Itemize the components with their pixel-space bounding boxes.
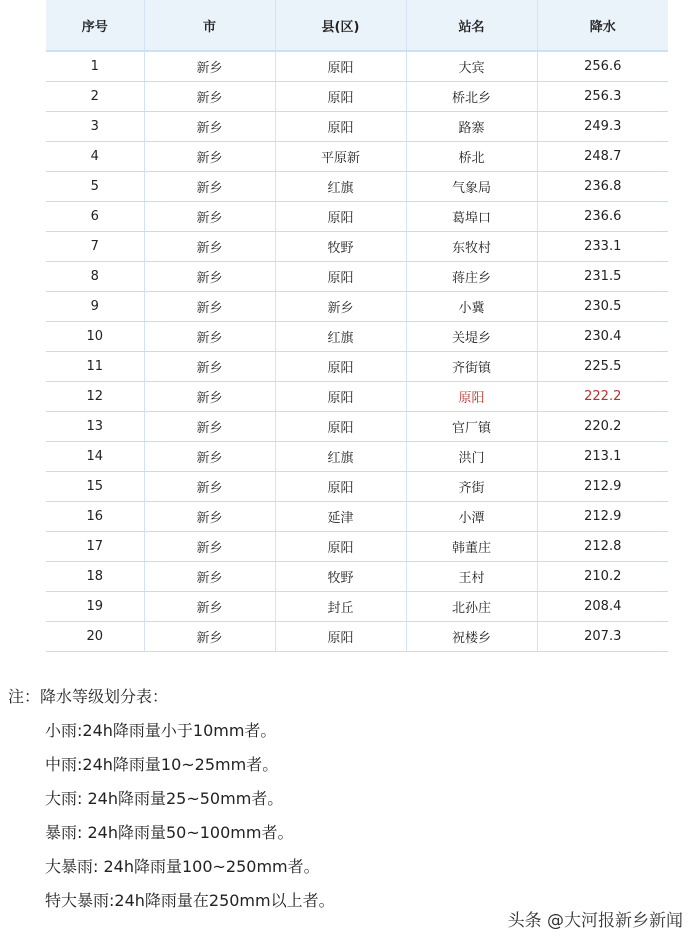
cell-rainfall: 231.5	[537, 262, 668, 292]
cell-station: 北孙庄	[406, 592, 537, 622]
cell-rainfall: 212.9	[537, 472, 668, 502]
cell-county: 牧野	[275, 562, 406, 592]
cell-rainfall: 210.2	[537, 562, 668, 592]
cell-index: 3	[46, 112, 144, 142]
cell-county: 原阳	[275, 472, 406, 502]
cell-index: 5	[46, 172, 144, 202]
cell-rainfall: 225.5	[537, 352, 668, 382]
cell-station: 葛埠口	[406, 202, 537, 232]
note-light-rain: 小雨:24h降雨量小于10mm者。	[45, 721, 277, 740]
cell-rainfall: 230.4	[537, 322, 668, 352]
cell-rainfall: 222.2	[537, 382, 668, 412]
cell-rainfall: 236.8	[537, 172, 668, 202]
cell-city: 新乡	[144, 502, 275, 532]
cell-city: 新乡	[144, 352, 275, 382]
table-row	[46, 232, 668, 262]
cell-city: 新乡	[144, 112, 275, 142]
note-moderate-rain: 中雨:24h降雨量10~25mm者。	[45, 755, 279, 774]
table-row	[46, 532, 668, 562]
cell-county: 原阳	[275, 112, 406, 142]
cell-index: 19	[46, 592, 144, 622]
cell-county: 原阳	[275, 412, 406, 442]
note-heavy-rainstorm: 大暴雨: 24h降雨量100~250mm者。	[45, 857, 320, 876]
table-body	[46, 51, 668, 652]
cell-county: 平原新	[275, 142, 406, 172]
cell-index: 8	[46, 262, 144, 292]
cell-county: 牧野	[275, 232, 406, 262]
note-heavy-rain: 大雨: 24h降雨量25~50mm者。	[45, 789, 284, 808]
cell-rainfall: 213.1	[537, 442, 668, 472]
table-row	[46, 592, 668, 622]
cell-city: 新乡	[144, 51, 275, 82]
cell-county: 延津	[275, 502, 406, 532]
table-row	[46, 142, 668, 172]
cell-index: 11	[46, 352, 144, 382]
header-county: 县(区)	[275, 0, 406, 51]
cell-index: 16	[46, 502, 144, 532]
cell-city: 新乡	[144, 322, 275, 352]
cell-county: 原阳	[275, 382, 406, 412]
header-station: 站名	[406, 0, 537, 51]
cell-county: 原阳	[275, 622, 406, 652]
cell-city: 新乡	[144, 262, 275, 292]
cell-index: 6	[46, 202, 144, 232]
cell-rainfall: 212.9	[537, 502, 668, 532]
cell-city: 新乡	[144, 292, 275, 322]
cell-index: 18	[46, 562, 144, 592]
cell-county: 原阳	[275, 202, 406, 232]
cell-city: 新乡	[144, 562, 275, 592]
cell-city: 新乡	[144, 442, 275, 472]
cell-station: 官厂镇	[406, 412, 537, 442]
cell-county: 原阳	[275, 51, 406, 82]
cell-city: 新乡	[144, 412, 275, 442]
rainfall-table	[46, 0, 668, 652]
cell-rainfall: 220.2	[537, 412, 668, 442]
cell-city: 新乡	[144, 382, 275, 412]
cell-index: 17	[46, 532, 144, 562]
cell-station: 齐街镇	[406, 352, 537, 382]
table-row	[46, 112, 668, 142]
table-row	[46, 292, 668, 322]
cell-index: 7	[46, 232, 144, 262]
cell-station: 桥北	[406, 142, 537, 172]
table-row	[46, 202, 668, 232]
cell-index: 4	[46, 142, 144, 172]
cell-index: 10	[46, 322, 144, 352]
cell-index: 2	[46, 82, 144, 112]
table-row	[46, 382, 668, 412]
table-row	[46, 622, 668, 652]
table-row	[46, 412, 668, 442]
cell-county: 新乡	[275, 292, 406, 322]
cell-station: 蒋庄乡	[406, 262, 537, 292]
cell-city: 新乡	[144, 622, 275, 652]
rainfall-table-container	[46, 0, 668, 652]
cell-station: 小潭	[406, 502, 537, 532]
cell-station: 王村	[406, 562, 537, 592]
cell-rainfall: 230.5	[537, 292, 668, 322]
cell-index: 14	[46, 442, 144, 472]
cell-index: 9	[46, 292, 144, 322]
cell-index: 1	[46, 51, 144, 82]
table-row	[46, 562, 668, 592]
cell-station: 小冀	[406, 292, 537, 322]
cell-station: 路寨	[406, 112, 537, 142]
cell-county: 封丘	[275, 592, 406, 622]
cell-station: 洪门	[406, 442, 537, 472]
cell-station: 祝楼乡	[406, 622, 537, 652]
cell-rainfall: 248.7	[537, 142, 668, 172]
cell-city: 新乡	[144, 142, 275, 172]
cell-rainfall: 233.1	[537, 232, 668, 262]
cell-index: 12	[46, 382, 144, 412]
cell-rainfall: 256.3	[537, 82, 668, 112]
cell-county: 原阳	[275, 82, 406, 112]
rainfall-grade-notes	[8, 680, 688, 918]
cell-city: 新乡	[144, 592, 275, 622]
cell-rainfall: 212.8	[537, 532, 668, 562]
cell-station: 齐街	[406, 472, 537, 502]
table-row	[46, 352, 668, 382]
table-row	[46, 502, 668, 532]
header-city: 市	[144, 0, 275, 51]
cell-county: 原阳	[275, 532, 406, 562]
table-row	[46, 82, 668, 112]
cell-rainfall: 236.6	[537, 202, 668, 232]
note-rainstorm: 暴雨: 24h降雨量50~100mm者。	[45, 823, 294, 842]
cell-county: 红旗	[275, 322, 406, 352]
table-row	[46, 472, 668, 502]
header-rainfall: 降水	[537, 0, 668, 51]
cell-city: 新乡	[144, 172, 275, 202]
table-row	[46, 262, 668, 292]
cell-rainfall: 208.4	[537, 592, 668, 622]
table-row	[46, 172, 668, 202]
cell-station: 气象局	[406, 172, 537, 202]
cell-city: 新乡	[144, 82, 275, 112]
cell-index: 15	[46, 472, 144, 502]
table-row	[46, 442, 668, 472]
cell-rainfall: 256.6	[537, 51, 668, 82]
cell-rainfall: 207.3	[537, 622, 668, 652]
cell-county: 原阳	[275, 262, 406, 292]
cell-station: 原阳	[406, 382, 537, 412]
cell-city: 新乡	[144, 202, 275, 232]
cell-station: 韩董庄	[406, 532, 537, 562]
cell-station: 关堤乡	[406, 322, 537, 352]
cell-rainfall: 249.3	[537, 112, 668, 142]
cell-index: 13	[46, 412, 144, 442]
cell-city: 新乡	[144, 232, 275, 262]
cell-county: 红旗	[275, 442, 406, 472]
table-header-row	[46, 0, 668, 51]
cell-station: 桥北乡	[406, 82, 537, 112]
cell-index: 20	[46, 622, 144, 652]
note-extreme-rainstorm: 特大暴雨:24h降雨量在250mm以上者。	[45, 891, 335, 910]
table-row	[46, 322, 668, 352]
cell-station: 东牧村	[406, 232, 537, 262]
cell-city: 新乡	[144, 532, 275, 562]
source-watermark: 头条 @大河报新乡新闻	[507, 911, 683, 931]
table-row	[46, 51, 668, 82]
cell-city: 新乡	[144, 472, 275, 502]
cell-county: 原阳	[275, 352, 406, 382]
cell-station: 大宾	[406, 51, 537, 82]
cell-county: 红旗	[275, 172, 406, 202]
notes-heading: 注：降水等级划分表：	[8, 687, 169, 706]
header-index: 序号	[46, 0, 144, 51]
